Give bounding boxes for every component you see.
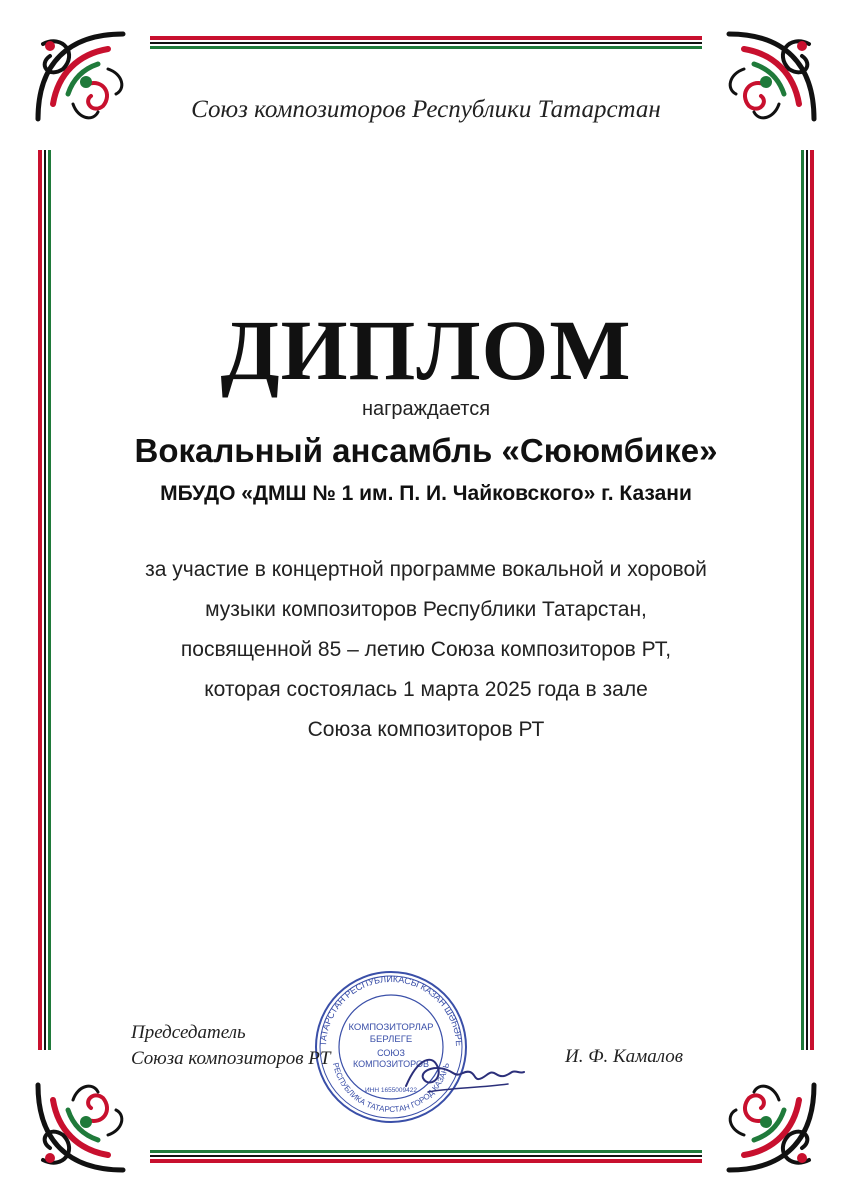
citation-line: музыки композиторов Республики Татарстан,: [205, 598, 647, 621]
organization-header: Союз композиторов Республики Татарстан: [191, 96, 661, 123]
position-line: Союза композиторов РТ: [131, 1048, 331, 1069]
stamp-outer-text: ТАТАРСТАН РЕСПУБЛИКАСЫ КАЗАН ШӘҺӘРЕ: [317, 973, 465, 1047]
citation-line: посвященной 85 – летию Союза композиторов РТ,: [180, 638, 672, 661]
school-name: МБУДО «ДМШ № 1 им. П. И. Чайковского» г. Казани: [160, 482, 692, 505]
recipient-name: Вокальный ансамбль «Сююмбике»: [134, 432, 718, 469]
stamp-inner-line: КОМПОЗИТОРОВ: [353, 1059, 429, 1069]
frame-bottom-red: [150, 1159, 702, 1163]
awarded-label: награждается: [361, 398, 491, 420]
stamp-inn: ИНН 1655009422: [364, 1087, 418, 1094]
stamp-inner-line: СОЮЗ: [377, 1048, 405, 1058]
frame-bottom-black: [150, 1155, 702, 1157]
official-stamp: [312, 968, 470, 1126]
tatar-floral-ornament-icon: [28, 1070, 138, 1180]
citation-text: [0, 550, 852, 750]
signatory-position: [131, 1020, 330, 1072]
stamp-inner-line: БЕРЛЕГЕ: [369, 1034, 413, 1045]
frame-top-green: [150, 46, 702, 49]
stamp-bottom-text: РЕСПУБЛИКА ТАТАРСТАН ГОРОД КАЗАНЬ: [330, 1061, 452, 1115]
stamp-inner-line: КОМПОЗИТОРЛАР: [348, 1022, 434, 1033]
diploma-title: ДИПЛОМ: [220, 302, 632, 398]
position-line: Председатель: [131, 1022, 246, 1043]
citation-line: которая состоялась 1 марта 2025 года в зале: [204, 678, 648, 701]
citation-line: за участие в концертной программе вокальной и хоровой: [145, 558, 707, 581]
citation-line: Союза композиторов РТ: [307, 718, 545, 741]
signatory-name: И. Ф. Камалов: [565, 1046, 684, 1067]
handwritten-signature: [398, 1048, 530, 1098]
frame-top-black: [150, 42, 702, 44]
frame-bottom-green: [150, 1150, 702, 1153]
tatar-floral-ornament-icon: [714, 1070, 824, 1180]
frame-top-red: [150, 36, 702, 40]
